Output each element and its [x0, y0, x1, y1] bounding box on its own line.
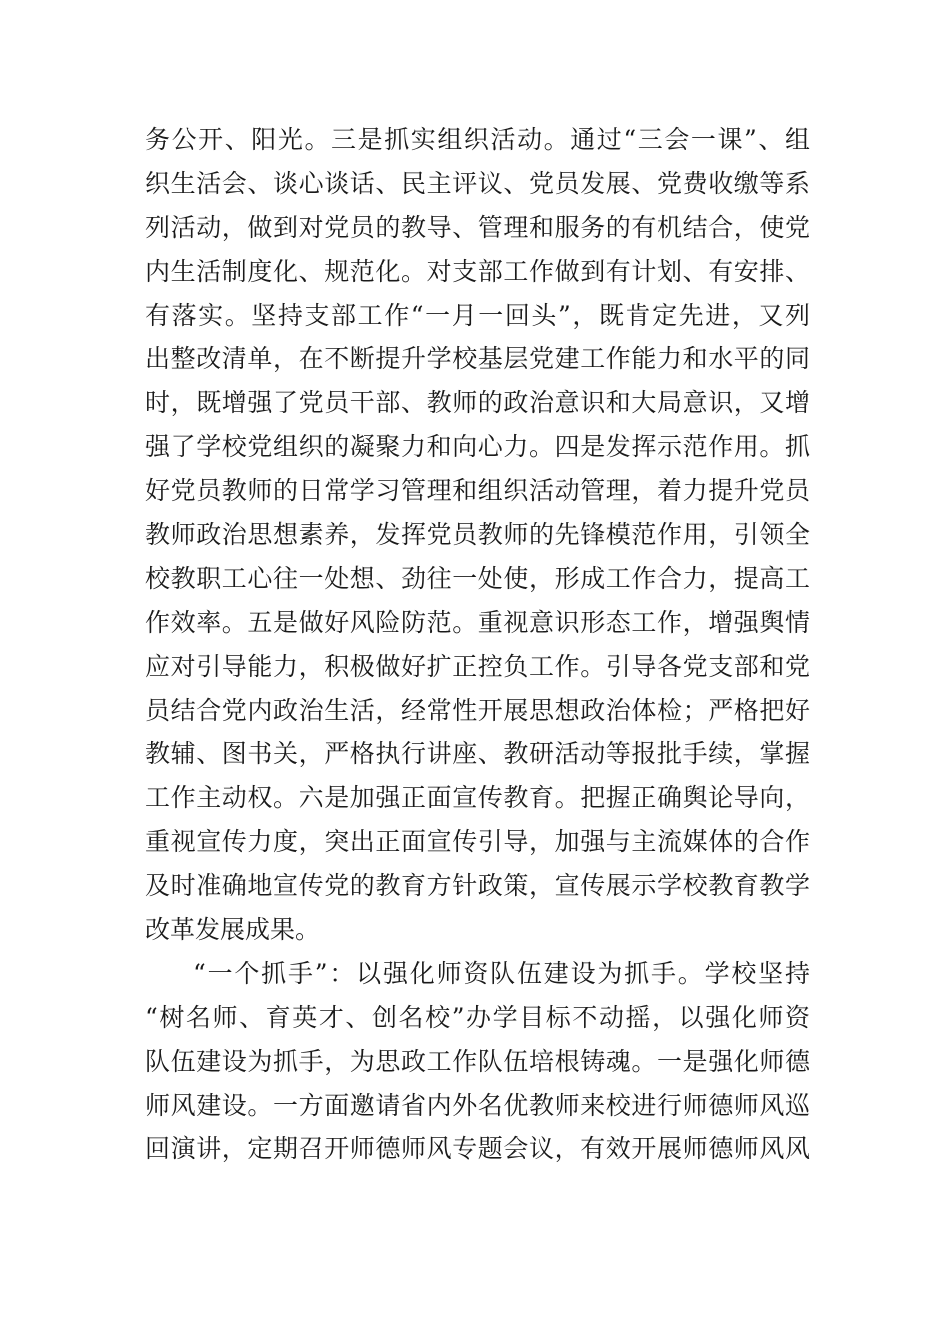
- paragraph-1: [145, 118, 810, 952]
- text-line: 员结合党内政治生活，经常性开展思想政治体检；严格把好: [145, 695, 810, 725]
- text-line: 好党员教师的日常学习管理和组织活动管理，着力提升党员: [145, 476, 810, 506]
- text-line: 应对引导能力，积极做好扩正控负工作。引导各党支部和党: [145, 651, 810, 681]
- text-line: 教辅、图书关，严格执行讲座、教研活动等报批手续，掌握: [145, 739, 810, 769]
- text-line: 教师政治思想素养，发挥党员教师的先锋模范作用，引领全: [145, 520, 810, 550]
- text-line: 校教职工心往一处想、劲往一处使，形成工作合力，提高工: [145, 563, 810, 593]
- text-line: 强了学校党组织的凝聚力和向心力。四是发挥示范作用。抓: [145, 432, 810, 462]
- text-line: “一个抓手”：以强化师资队伍建设为抓手。学校坚持: [193, 958, 810, 988]
- text-line: 师风建设。一方面邀请省内外名优教师来校进行师德师风巡: [145, 1090, 810, 1120]
- text-line: 有落实。坚持支部工作“一月一回头”，既肯定先进，又列: [145, 300, 810, 330]
- text-line: 时，既增强了党员干部、教师的政治意识和大局意识，又增: [145, 388, 810, 418]
- text-line: 内生活制度化、规范化。对支部工作做到有计划、有安排、: [145, 256, 810, 286]
- text-line: 务公开、阳光。三是抓实组织活动。通过“三会一课”、组: [145, 125, 810, 154]
- text-line: 出整改清单，在不断提升学校基层党建工作能力和水平的同: [145, 344, 810, 374]
- text-line: 织生活会、谈心谈话、民主评议、党员发展、党费收缴等系: [145, 168, 810, 198]
- text-line: 改革发展成果。: [145, 915, 321, 945]
- text-line: 队伍建设为抓手，为思政工作队伍培根铸魂。一是强化师德: [145, 1046, 810, 1076]
- text-line: 重视宣传力度，突出正面宣传引导，加强与主流媒体的合作: [145, 827, 810, 857]
- text-line: “树名师、育英才、创名校”办学目标不动摇，以强化师资: [145, 1002, 810, 1032]
- text-line: 工作主动权。六是加强正面宣传教育。把握正确舆论导向，: [145, 783, 810, 813]
- text-line: 作效率。五是做好风险防范。重视意识形态工作，增强舆情: [145, 607, 810, 637]
- paragraph-2: [145, 952, 810, 1171]
- document-body: [145, 118, 810, 1171]
- text-line: 列活动，做到对党员的教导、管理和服务的有机结合，使党: [145, 212, 810, 242]
- text-line: 及时准确地宣传党的教育方针政策，宣传展示学校教育教学: [145, 871, 810, 901]
- text-line: 回演讲，定期召开师德师风专题会议，有效开展师德师风风: [145, 1134, 810, 1164]
